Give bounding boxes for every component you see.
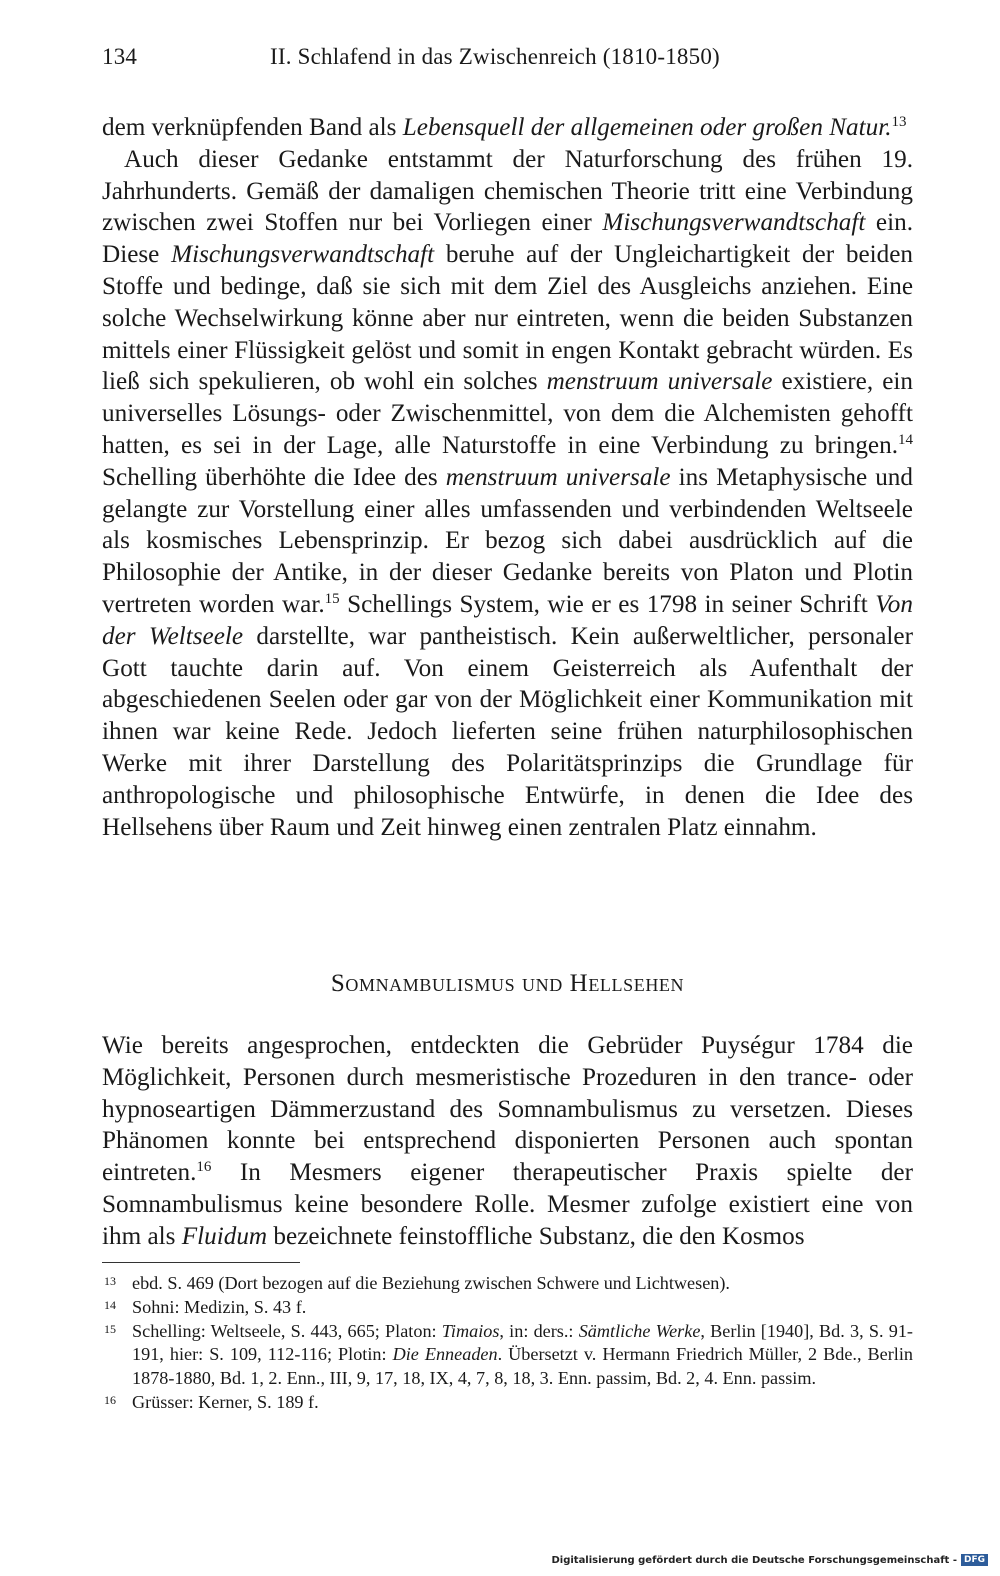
- text-run: , Berlin [1940], Bd. 3, S. 91-191, hier: S. 109, 112-116; Plotin:: [132, 1320, 913, 1365]
- italic-run: Fluidum: [181, 1222, 268, 1250]
- footnote-ref-14[interactable]: 14: [898, 431, 913, 448]
- footnote-text: ebd. S. 469 (Dort bezogen auf die Beziehung zwischen Schwere und Lichtwesen).: [132, 1273, 730, 1293]
- text-run: Auch dieser Gedanke entstammt der Naturforschung des frühen 19. Jahrhunderts. Gemäß der damaligen chemischen Theorie tritt eine Verbindung zwischen zwei Stoffen nur bei Vorliegen einer: [102, 145, 913, 237]
- text-run: Schelling: Weltseele, S. 443, 665; Platon:: [132, 1320, 442, 1341]
- paragraph-3: [102, 1030, 913, 1253]
- footnote-number: 15: [104, 1321, 116, 1336]
- page-number: 134: [102, 44, 138, 69]
- text-run: , in: ders.:: [499, 1320, 579, 1341]
- footnote-text: Sohni: Medizin, S. 43 f.: [132, 1296, 307, 1317]
- italic-run: Von der Weltseele: [102, 590, 913, 650]
- text-run: Schellings System, wie er es 1798 in seiner Schrift: [339, 590, 876, 618]
- footnotes: [102, 1272, 913, 1415]
- footnote-15: [102, 1320, 913, 1391]
- italic-run: Mischungsverwandtschaft: [171, 241, 435, 269]
- footnote-number: 13: [104, 1274, 116, 1288]
- footnote-ref-15[interactable]: 15: [324, 590, 340, 607]
- text-run: bezeichnete feinstoffliche Substanz, die den Kosmos: [267, 1222, 805, 1250]
- italic-run: menstruum universale: [445, 463, 671, 491]
- footnote-separator: [102, 1262, 300, 1263]
- text-run: existiere, ein universelles Lösungs- oder Zwischenmittel, von dem die Alchemisten gehofft hatten, es sei in der Lage, alle Naturstoffe in eine Verbindung zu bringen.: [102, 368, 913, 459]
- text-run: ins Metaphysische und gelangte zur Vorstellung einer alles umfassenden und verbindenden Weltseele als kosmisches Lebensprinzip. Er bezog sich dabei ausdrücklich auf die Philosophie der Antike, in der dieser Gedanke bereits von Platon und Plotin vertreten worden war.: [102, 463, 913, 618]
- digitization-text: Digitalisierung gefördert durch die Deutsche Forschungsgemeinschaft -: [551, 1554, 957, 1566]
- italic-run: Die Enneaden: [392, 1344, 498, 1365]
- dfg-logo: DFG: [961, 1554, 988, 1566]
- footnote-13: [102, 1272, 913, 1296]
- running-title: II. Schlafend in das Zwischenreich (1810-1850): [270, 44, 720, 69]
- paragraph-1: [102, 112, 913, 144]
- footnote-number: 16: [104, 1392, 116, 1407]
- italic-run: Timaios: [441, 1320, 500, 1341]
- footnote-text: Grüsser: Kerner, S. 189 f.: [132, 1391, 319, 1412]
- italic-run: Sämtliche Werke: [578, 1320, 701, 1341]
- text-run: . Übersetzt v. Hermann Friedrich Müller, 2 Bde., Berlin 1878-1880, Bd. 1, 2. Enn., III, 9, 17, 18, IX, 4, 7, 8, 18, 3. Enn. passim, Bd. 2, 4. Enn. passim.: [132, 1344, 913, 1389]
- footnote-ref-13[interactable]: 13: [891, 114, 907, 130]
- digitization-notice: [551, 1554, 988, 1566]
- text-run: darstellte, war pantheistisch. Kein außerweltlicher, personaler Gott tauchte darin auf. Von einem Geisterreich als Aufenthalt der abgeschiedenen Seelen oder gar von der Möglichkeit einer Kommunikation mit ihnen war keine Rede. Jedoch lieferten seine frühen naturphilosophischen Werke mit ihrer Darstellung des Polaritätsprinzips die Grundlage für anthropologische und philosophische Entwürfe, in denen die Idee des Hellsehens über Raum und Zeit hinweg einen zentralen Platz einnahm.: [102, 622, 913, 841]
- paragraph-2: [102, 144, 913, 844]
- main-text: [102, 112, 913, 843]
- text-run: In Mesmers eigener therapeutischer Praxis spielte der Somnambulismus keine besondere Rolle. Mesmer zufolge existiert eine von ihm als: [102, 1159, 913, 1250]
- footnote-16: [102, 1391, 913, 1415]
- italic-run: Mischungsverwandtschaft: [602, 209, 866, 237]
- text-run: Schelling überhöhte die Idee des: [102, 463, 446, 491]
- section-heading: Somnambulismus und Hellsehen: [330, 970, 685, 997]
- footnote-14: [102, 1296, 913, 1320]
- italic-run: menstruum universale: [546, 368, 773, 396]
- text-run: Wie bereits angesprochen, entdeckten die Gebrüder Puységur 1784 die Möglichkeit, Personen durch mesmeristische Prozeduren in den trance- oder hypnoseartigen Dämmerzustand des Somnambulismus zu versetzen. Dieses Phänomen konnte bei entsprechend disponierten Personen auch spontan eintreten.: [102, 1032, 913, 1187]
- main-text-continued: [102, 1030, 913, 1253]
- footnote-number: 14: [104, 1297, 116, 1312]
- footnote-ref-16[interactable]: 16: [196, 1159, 212, 1176]
- text-run: beruhe auf der Ungleichartigkeit der beiden Stoffe und bedinge, daß sie sich mit dem Ziel des Ausgleichs anziehen. Eine solche Wechselwirkung könne aber nur eintreten, wenn die beiden Substanzen mittels einer Flüssigkeit gelöst und somit in engen Kontakt gebracht würden. Es ließ sich spekulieren, ob wohl ein solches: [102, 241, 913, 396]
- text-run: dem verknüpfenden Band als: [102, 114, 403, 141]
- italic-run: Lebensquell der allgemeinen oder großen Natur.: [402, 114, 892, 141]
- text-run: ein. Diese: [102, 209, 913, 269]
